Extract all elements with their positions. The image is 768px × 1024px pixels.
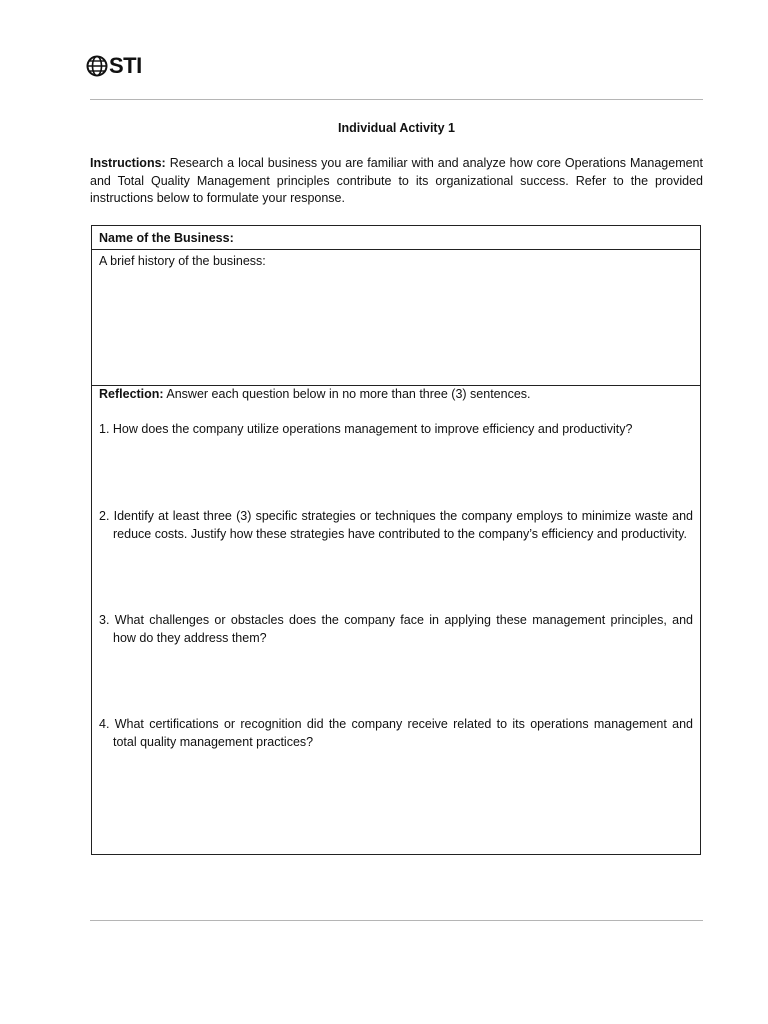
question-2: 2. Identify at least three (3) specific strategies or techniques the company employs to minimize waste and reduce costs. Justify how these strategies have contributed to the company’s efficiency and productivity. (99, 509, 693, 541)
reflection-text: Answer each question below in no more than three (3) sentences. (166, 387, 531, 401)
business-history-label: A brief history of the business: (99, 254, 266, 268)
instructions-label: Instructions: (90, 156, 166, 170)
page-title: Individual Activity 1 (338, 121, 455, 135)
globe-icon (86, 55, 108, 77)
reflection-instruction (99, 387, 693, 401)
footer-divider (90, 920, 703, 921)
logo-text: STI (109, 53, 142, 78)
reflection-cell[interactable] (92, 386, 700, 854)
question-3: 3. What challenges or obstacles does the company face in applying these management principles, and how do they address them? (99, 613, 693, 645)
header-divider (90, 99, 703, 100)
business-history-cell[interactable] (92, 250, 700, 386)
question-1: 1. How does the company utilize operations management to improve efficiency and productivity? (99, 422, 633, 436)
business-name-cell[interactable] (92, 226, 700, 250)
instructions-text: Research a local business you are familiar with and analyze how core Operations Management and Total Quality Management principles contribute to its organizational success. Refer to the provided instructions below to formulate your response. (90, 156, 703, 205)
sti-logo (86, 55, 142, 77)
activity-table (91, 225, 701, 855)
business-name-label: Name of the Business: (99, 231, 234, 245)
reflection-label: Reflection: (99, 387, 164, 401)
question-4: 4. What certifications or recognition did the company receive related to its operations management and total quality management practices? (99, 717, 693, 749)
instructions-paragraph (90, 155, 703, 208)
